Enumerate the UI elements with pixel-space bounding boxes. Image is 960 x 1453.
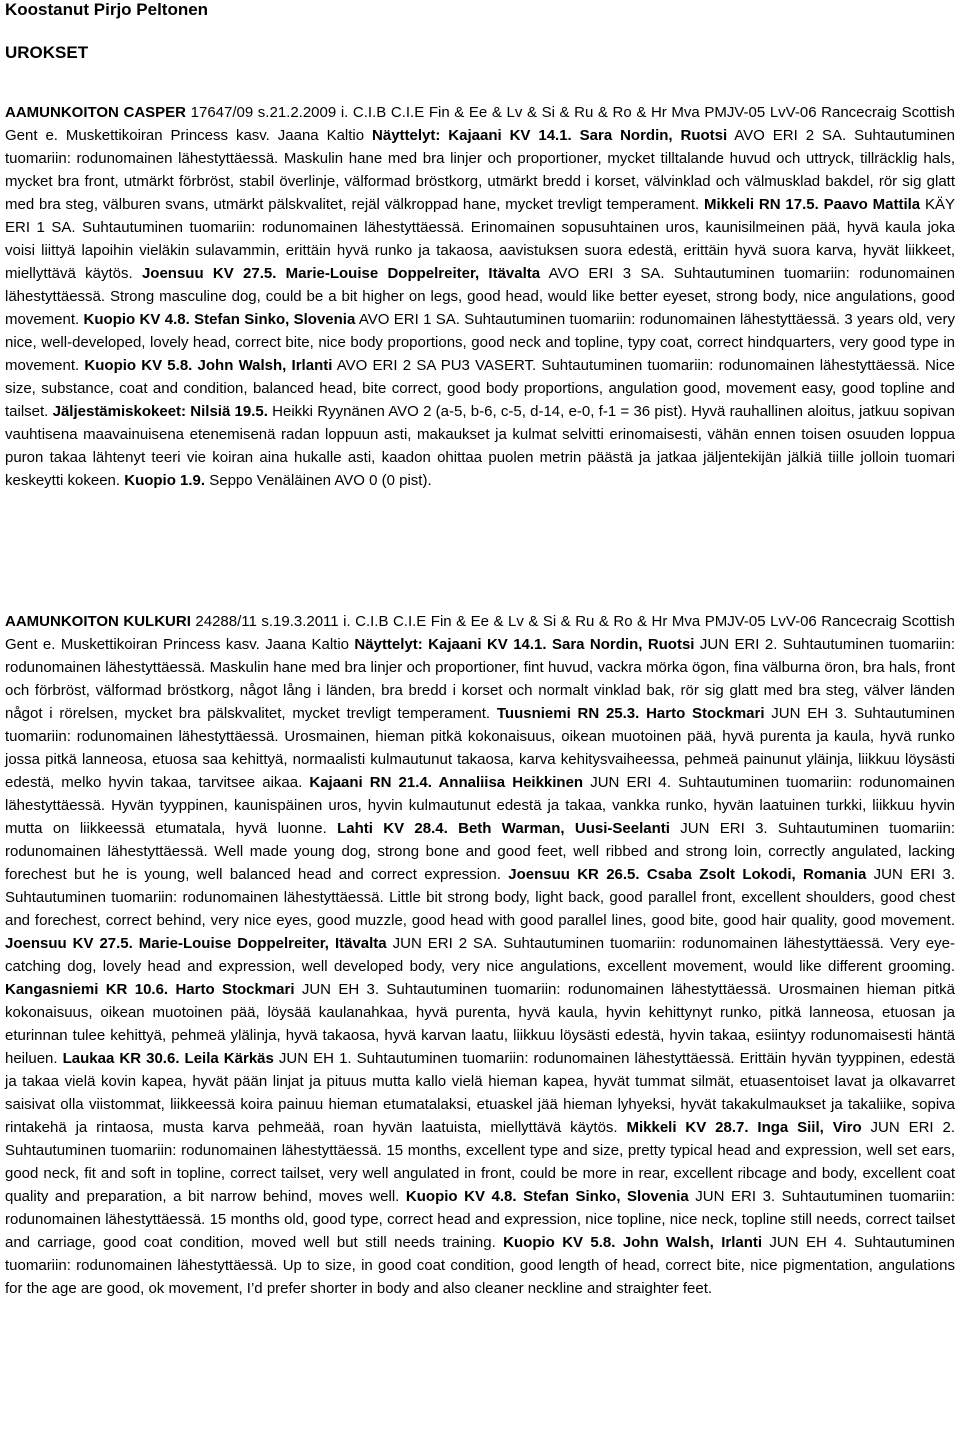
- critique-text: JUN ERI 2 SA. Suhtautuminen tuomariin: rodunomainen lähestyttäessä. Very eye-catching dog, lovely head and expression, well developed body, very nice angulations, excellent movement, would like different grooming.: [5, 935, 955, 975]
- dog-name: AAMUNKOITON KULKURI: [5, 613, 191, 630]
- critique-text: AVO ERI 2 SA. Suhtautuminen tuomariin: rodunomainen lähestyttäessä. Maskulin hane med bra linjer och proportioner, mycket tilltalande huvud och uttryck, tillräcklig hals, mycket bra front, utmärkt förbröst, stabil överlinje, välformad bröstkorg, utmärkt bredd i korset, välvinklad och välmusklad bakdel, rör sig glatt med bra steg, välburen svans, utmärkt pälskvalitet, rejäl välkroppad hane, mycket trevligt temperament.: [5, 127, 955, 213]
- critique-text: 17647/09 s.21.2.2009 i. C.I.B C.I.E Fin & Ee & Lv & Si & Ru & Ro & Hr Mva PMJV-05 LvV-06 Rancecraig Scottish Gent e. Muskettikoiran Princess kasv. Jaana Kaltio: [5, 104, 955, 144]
- document-author-heading: Koostanut Pirjo Peltonen: [5, 0, 209, 19]
- critique-text: AVO ERI 2 SA PU3 VASERT. Suhtautuminen tuomariin: rodunomainen lähestyttäessä. Nice size, substance, coat and condition, balanced head, bite correct, good body proportions, angulation good, movement easy, good topline and tailset.: [5, 357, 955, 420]
- show-event-label: Tuusniemi RN 25.3. Harto Stockmari: [496, 705, 765, 722]
- critique-text: Heikki Ryynänen AVO 2 (a-5, b-6, c-5, d-14, e-0, f-1 = 36 pist). Hyvä rauhallinen aloitus, jatkuu sopivan vauhtisena maavainuisena etenemisenä radan loppuun asti, makaukset ja kulmat selvitti erinomaisesti, vähän ennen toisen osuuden loppua puron takaa lähtenyt teeri vie koiran aina hukalle asti, kaadon ohittaa puolen metrin päästä ja jatkaa jäljentekijän jälkiä tiille jolloin tuomari keskeytti kokeen.: [5, 403, 955, 489]
- show-event-label: Mikkeli RN 17.5. Paavo Mattila: [704, 196, 921, 213]
- critique-text: KÄY ERI 1 SA. Suhtautuminen tuomariin: rodunomainen lähestyttäessä. Erinomainen sopusuhtainen uros, kaunisilmeinen pää, hyvä kaula joka voisi liittyä lapoihin vieläkin sulavammin, erittäin hyvä runko ja takaosa, aavistuksen suora edestä, erittäin hyvä suora karva, hyvät liikkeet, miellyttävä käytös.: [5, 196, 955, 282]
- critique-text: JUN ERI 2. Suhtautuminen tuomariin: rodunomainen lähestyttäessä. Maskulin hane med bra linjer och proportioner, fint huvud, vackra mörka ögon, fina välburna öron, bra hals, front och förbröst, välformad bröstkorg, något lång i länden, bra bredd i korset och normalt vinklad bak, rör sig glatt med bra steg, välver länden något i rörelsen, mycket bra pälskvalitet, mycket trevligt temperament.: [5, 636, 955, 722]
- show-event-label: Joensuu KV 27.5. Marie-Louise Doppelreiter, Itävalta: [141, 265, 541, 282]
- critique-text: JUN EH 4. Suhtautuminen tuomariin: rodunomainen lähestyttäessä. Up to size, in good coat condition, good length of head, correct bite, nice pigmentation, angulations for the age are good, ok movement, I’d prefer shorter in body and also cleaner neckline and straighter feet.: [5, 1234, 955, 1297]
- critique-text: JUN ERI 4. Suhtautuminen tuomariin: rodunomainen lähestyttäessä. Hyvän tyyppinen, kaunispäinen uros, hyvin kulmautunut edestä ja takaa, vankka runko, hyvän laatuinen turkki, liikkuu hyvin mutta on liikkeessä etumatala, hyvä luonne.: [5, 774, 955, 837]
- critique-text: JUN EH 3. Suhtautuminen tuomariin: rodunomainen lähestyttäessä. Urosmainen, hieman pitkä kokonaisuus, oikean muotoinen pää, hyvä purenta ja kaula, hyvä runko jossa pitkä lanneosa, etuosa saa kehittyä, normaalisti kulmautunut takaosa, karva kehitysvaiheessa, pehmeä painunut yläinja, liikkuu löysästi edestä, melko hyvin takaa, tarvitsee aikaa.: [5, 705, 955, 791]
- critique-text: JUN ERI 3. Suhtautuminen tuomariin: rodunomainen lähestyttäessä. Little bit strong body, light back, good parallel front, excellent shoulders, good chest and forechest, correct behind, very nice eyes, good muzzle, good head with good parallel lines, good bite, good hair quality, good movement.: [5, 866, 955, 929]
- critique-text: JUN ERI 3. Suhtautuminen tuomariin: rodunomainen lähestyttäessä. Well made young dog, strong bone and good feet, well ribbed and strong loin, correctly angulated, lacking forechest but he is young, well balanced head and correct expression.: [5, 820, 955, 883]
- show-event-label: Mikkeli KV 28.7. Inga Siil, Viro: [626, 1119, 862, 1136]
- show-event-label: Joensuu KR 26.5. Csaba Zsolt Lokodi, Romania: [508, 866, 867, 883]
- show-event-label: Kangasniemi KR 10.6. Harto Stockmari: [5, 981, 295, 998]
- critique-text: AVO ERI 3 SA. Suhtautuminen tuomariin: rodunomainen lähestyttäessä. Strong masculine dog, could be a bit higher on legs, good head, would like better eyeset, strong body, nice angulations, good movement.: [5, 265, 955, 328]
- dog-entry: [5, 610, 955, 1300]
- critique-text: JUN ERI 3. Suhtautuminen tuomariin: rodunomainen lähestyttäessä. 15 months old, good type, correct head and expression, nice topline, nice neck, topline still needs, correct tailset and carriage, good coat condition, moved well but still needs training.: [5, 1188, 955, 1251]
- show-event-label: Näyttelyt: Kajaani KV 14.1. Sara Nordin, Ruotsi: [372, 127, 728, 144]
- show-event-label: Kajaani RN 21.4. Annaliisa Heikkinen: [309, 774, 584, 791]
- show-event-label: Kuopio KV 5.8. John Walsh, Irlanti: [84, 357, 333, 374]
- show-event-label: Laukaa KR 30.6. Leila Kärkäs: [62, 1050, 274, 1067]
- critique-text: JUN EH 1. Suhtautuminen tuomariin: rodunomainen lähestyttäessä. Erittäin hyvän tyyppinen, edestä ja takaa vielä kovin kapea, hyvät pään linjat ja pituus mutta kallo vielä hieman kapea, hyvät tummat silmät, etuasentoiset lavat ja olkavarret saisivat olla viistommat, liikkeessä koira painuu hieman etumatalaksi, etuaskel jää hieman lyhyeksi, hyvät takakulmaukset ja takaliike, sopiva rintakehä ja rintaosa, musta karva pehmeää, roan hyvän laatuista, miellyttävä käytös.: [5, 1050, 955, 1136]
- section-heading: UROKSET: [5, 43, 89, 62]
- entry-text: [5, 104, 955, 489]
- dog-name: AAMUNKOITON CASPER: [5, 104, 187, 121]
- show-event-label: Lahti KV 28.4. Beth Warman, Uusi-Seelanti: [337, 820, 670, 837]
- critique-text: Seppo Venäläinen AVO 0 (0 pist).: [205, 472, 432, 489]
- show-event-label: Kuopio KV 5.8. John Walsh, Irlanti: [503, 1234, 763, 1251]
- dog-entry: [5, 101, 955, 492]
- show-event-label: Jäljestämiskokeet: Nilsiä 19.5.: [52, 403, 268, 420]
- show-event-label: Kuopio KV 4.8. Stefan Sinko, Slovenia: [83, 311, 356, 328]
- show-event-label: Kuopio KV 4.8. Stefan Sinko, Slovenia: [405, 1188, 689, 1205]
- show-event-label: Joensuu KV 27.5. Marie-Louise Doppelreiter, Itävalta: [5, 935, 387, 952]
- show-event-label: Näyttelyt: Kajaani KV 14.1. Sara Nordin, Ruotsi: [354, 636, 695, 653]
- critique-text: JUN ERI 2. Suhtautuminen tuomariin: rodunomainen lähestyttäessä. 15 months, excellent type and size, pretty typical head and expression, well set ears, good neck, fit and soft in topline, correct tailset, very well angulated in front, could be more in rear, excellent ribcage and body, excellent coat quality and preparation, a bit narrow behind, moves well.: [5, 1119, 955, 1205]
- critique-text: 24288/11 s.19.3.2011 i. C.I.B C.I.E Fin & Ee & Lv & Si & Ru & Ro & Hr Mva PMJV-05 LvV-06 Rancecraig Scottish Gent e. Muskettikoiran Princess kasv. Jaana Kaltio: [5, 613, 956, 653]
- critique-text: JUN EH 3. Suhtautuminen tuomariin: rodunomainen lähestyttäessä. Urosmainen hieman pitkä kokonaisuus, oikean muotoinen pää, löysää kaulanahkaa, hyvä purenta, hyvä kaula, hyvin kehittynyt runko, pitkä lanneosa, etuosan ja eturinnan tulee kehittyä, pehmeä ylälinja, hyvä takaosa, hyvä karvan laatu, liikkuu löysästi edestä, hyvin takaa, esiintyy rodunomaisesti häntä heiluen.: [5, 981, 955, 1067]
- entry-text: [5, 613, 955, 1297]
- critique-text: AVO ERI 1 SA. Suhtautuminen tuomariin: rodunomainen lähestyttäessä. 3 years old, very nice, well-developed, lovely head, correct bite, nice body proportions, good neck and topline, typy coat, correct hindquarters, very good type in movement.: [5, 311, 955, 374]
- show-event-label: Kuopio 1.9.: [124, 472, 206, 489]
